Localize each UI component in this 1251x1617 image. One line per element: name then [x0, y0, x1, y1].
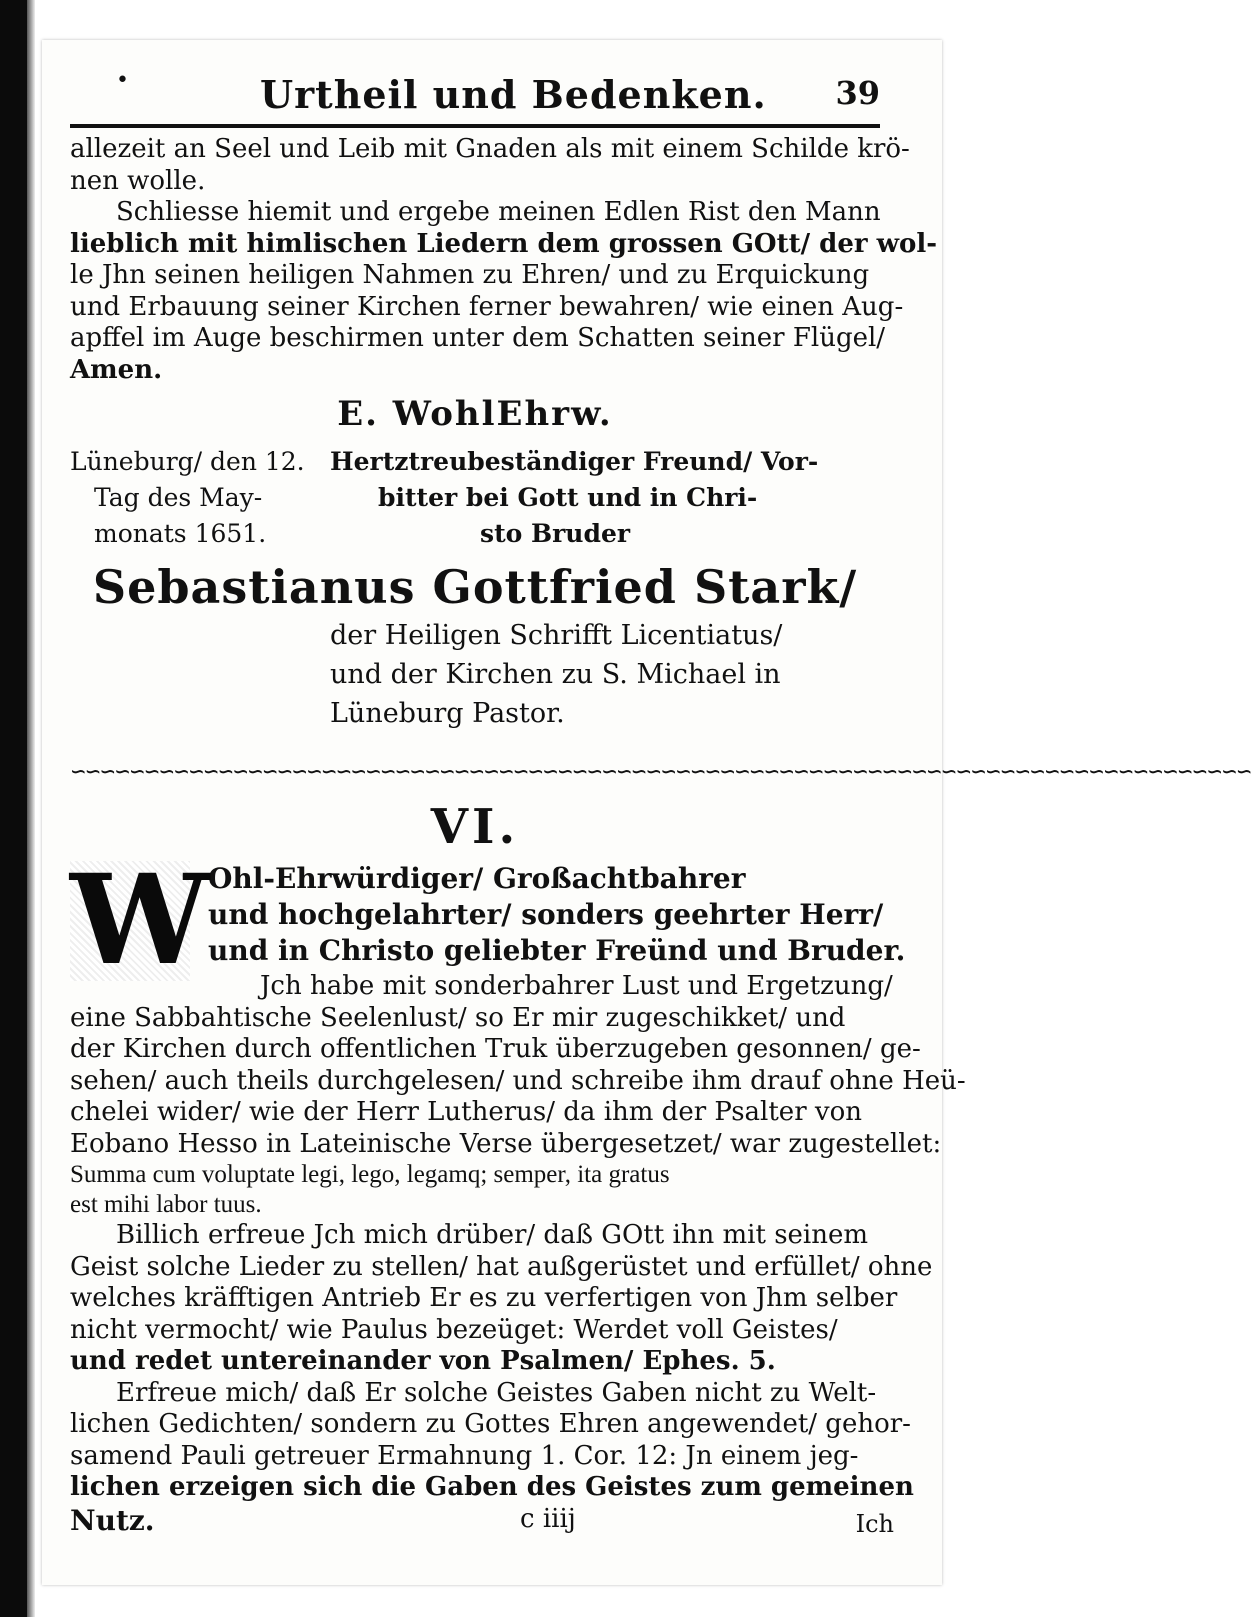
page-content: [70, 68, 1251, 1544]
text-line: und redet untereinander von Psalmen/ Ephes. 5.: [70, 1346, 776, 1376]
latin-quote-line: est mihi labor tuus.: [70, 1191, 262, 1218]
text-line: welches kräfftigen Antrieb Er es zu verfertigen von Jhm selber: [70, 1283, 898, 1313]
signature-title-line: der Heiligen Schrifft Licentiatus/: [330, 620, 783, 651]
catchword: Ich: [855, 1509, 894, 1538]
place-date-line: monats 1651.: [94, 519, 267, 548]
text-line: nen wolle.: [70, 165, 206, 196]
signature-title-line: Lüneburg Pastor.: [330, 698, 565, 729]
text-line: allezeit an Seel und Leib mit Gnaden als mit einem Schilde krö-: [70, 134, 910, 164]
text-line: lichen erzeigen sich die Gaben des Geistes zum gemeinen: [70, 1472, 914, 1502]
signature-title-line: und der Kirchen zu S. Michael in: [330, 659, 781, 690]
text-line: sehen/ auch theils durchgelesen/ und schreibe ihm drauf ohne Heü-: [70, 1065, 966, 1096]
drop-cap: W: [70, 848, 210, 993]
opening-line: Ohl-Ehrwürdiger/ Großachtbahrer: [208, 862, 746, 895]
text-line: Jch habe mit sonderbahrer Lust und Ergetzung/: [260, 971, 893, 1001]
opening-line: und in Christo geliebter Freünd und Bruder.: [208, 934, 906, 967]
text-line: und Erbauung seiner Kirchen ferner bewahren/ wie einen Aug-: [70, 291, 904, 322]
page-number: 39: [835, 74, 880, 112]
close-line: sto Bruder: [480, 519, 631, 548]
text-line: Billich erfreue Jch mich drüber/ daß GOtt ihn mit seinem: [116, 1220, 869, 1250]
place-date-line: Tag des May-: [94, 483, 263, 512]
text-line: nicht vermocht/ wie Paulus bezeüget: Werdet voll Geistes/: [70, 1314, 838, 1345]
signature-mark: c iiij: [520, 1503, 576, 1534]
book-page: [42, 40, 1251, 1585]
page-gutter: [27, 0, 35, 1617]
text-line: lichen Gedichten/ sondern zu Gottes Ehren angewendet/ gehor-: [70, 1409, 911, 1439]
page-footer: [70, 1503, 894, 1544]
ink-dot: •: [116, 68, 129, 93]
ornamental-rule: ∽∽∽∽∽∽∽∽∽∽∽∽∽∽∽∽∽∽∽∽∽∽∽∽∽∽∽∽∽∽∽∽∽∽∽∽∽∽∽∽∽∽∽∽∽∽∽∽∽∽∽∽∽∽∽∽∽∽∽∽∽∽∽∽∽∽∽∽∽∽∽∽∽∽∽∽∽∽∽∽: [70, 759, 1251, 783]
text-line: Geist solche Lieder zu stellen/ hat außgerüstet und erfüllet/ ohne: [70, 1251, 933, 1282]
running-title: Urtheil und Bedenken.: [260, 72, 767, 117]
letter-v-body: [70, 134, 938, 386]
running-header: [70, 70, 880, 128]
latin-quote-line: Summa cum voluptate legi, lego, legamq; semper, ita gratus: [70, 1161, 670, 1188]
signature-title: [70, 616, 880, 733]
text-line: le Jhn seinen heiligen Nahmen zu Ehren/ und zu Erquickung: [70, 260, 870, 290]
complimentary-close: [330, 444, 880, 552]
text-line: Erfreue mich/ daß Er solche Geistes Gaben nicht zu Welt-: [116, 1377, 877, 1408]
text-line: eine Sabbahtische Seelenlust/ so Er mir zugeschikket/ und: [70, 1002, 846, 1033]
signature-name: Sebastianus Gottfried Stark/: [92, 560, 858, 614]
text-line: samend Pauli getreuer Ermahnung 1. Cor. 12: Jn einem jeg-: [70, 1440, 859, 1471]
text-line: chelei wider/ wie der Herr Lutherus/ da ihm der Psalter von: [70, 1097, 862, 1127]
salutation: E. WohlEhrw.: [337, 394, 613, 434]
place-date-line: Lüneburg/ den 12.: [70, 447, 305, 476]
text-line: apffel im Auge beschirmen unter dem Schatten seiner Flügel/: [70, 323, 886, 353]
closing-block: [70, 444, 880, 552]
text-line: Schliesse hiemit und ergebe meinen Edlen Rist den Mann: [116, 197, 881, 227]
text-line: der Kirchen durch offentlichen Truk überzugeben gesonnen/ ge-: [70, 1034, 921, 1064]
letter-numeral: VI.: [430, 799, 520, 855]
close-line: Hertztreubeständiger Freund/ Vor-: [330, 447, 819, 476]
book-spine-shadow: [0, 0, 27, 1617]
text-line: Eobano Hesso in Lateinische Verse übergesetzet/ war zugestellet:: [70, 1128, 942, 1159]
last-line-word: Nutz.: [70, 1503, 155, 1537]
letter-vi-body: [70, 971, 966, 1504]
text-line: Amen.: [70, 354, 163, 385]
close-line: bitter bei Gott und in Chri-: [378, 483, 758, 512]
place-date: [70, 444, 310, 552]
opening-line: und hochgelahrter/ sonders geehrter Herr/: [208, 898, 884, 931]
text-line: lieblich mit himlischen Liedern dem grossen GOtt/ der wol-: [70, 228, 938, 259]
